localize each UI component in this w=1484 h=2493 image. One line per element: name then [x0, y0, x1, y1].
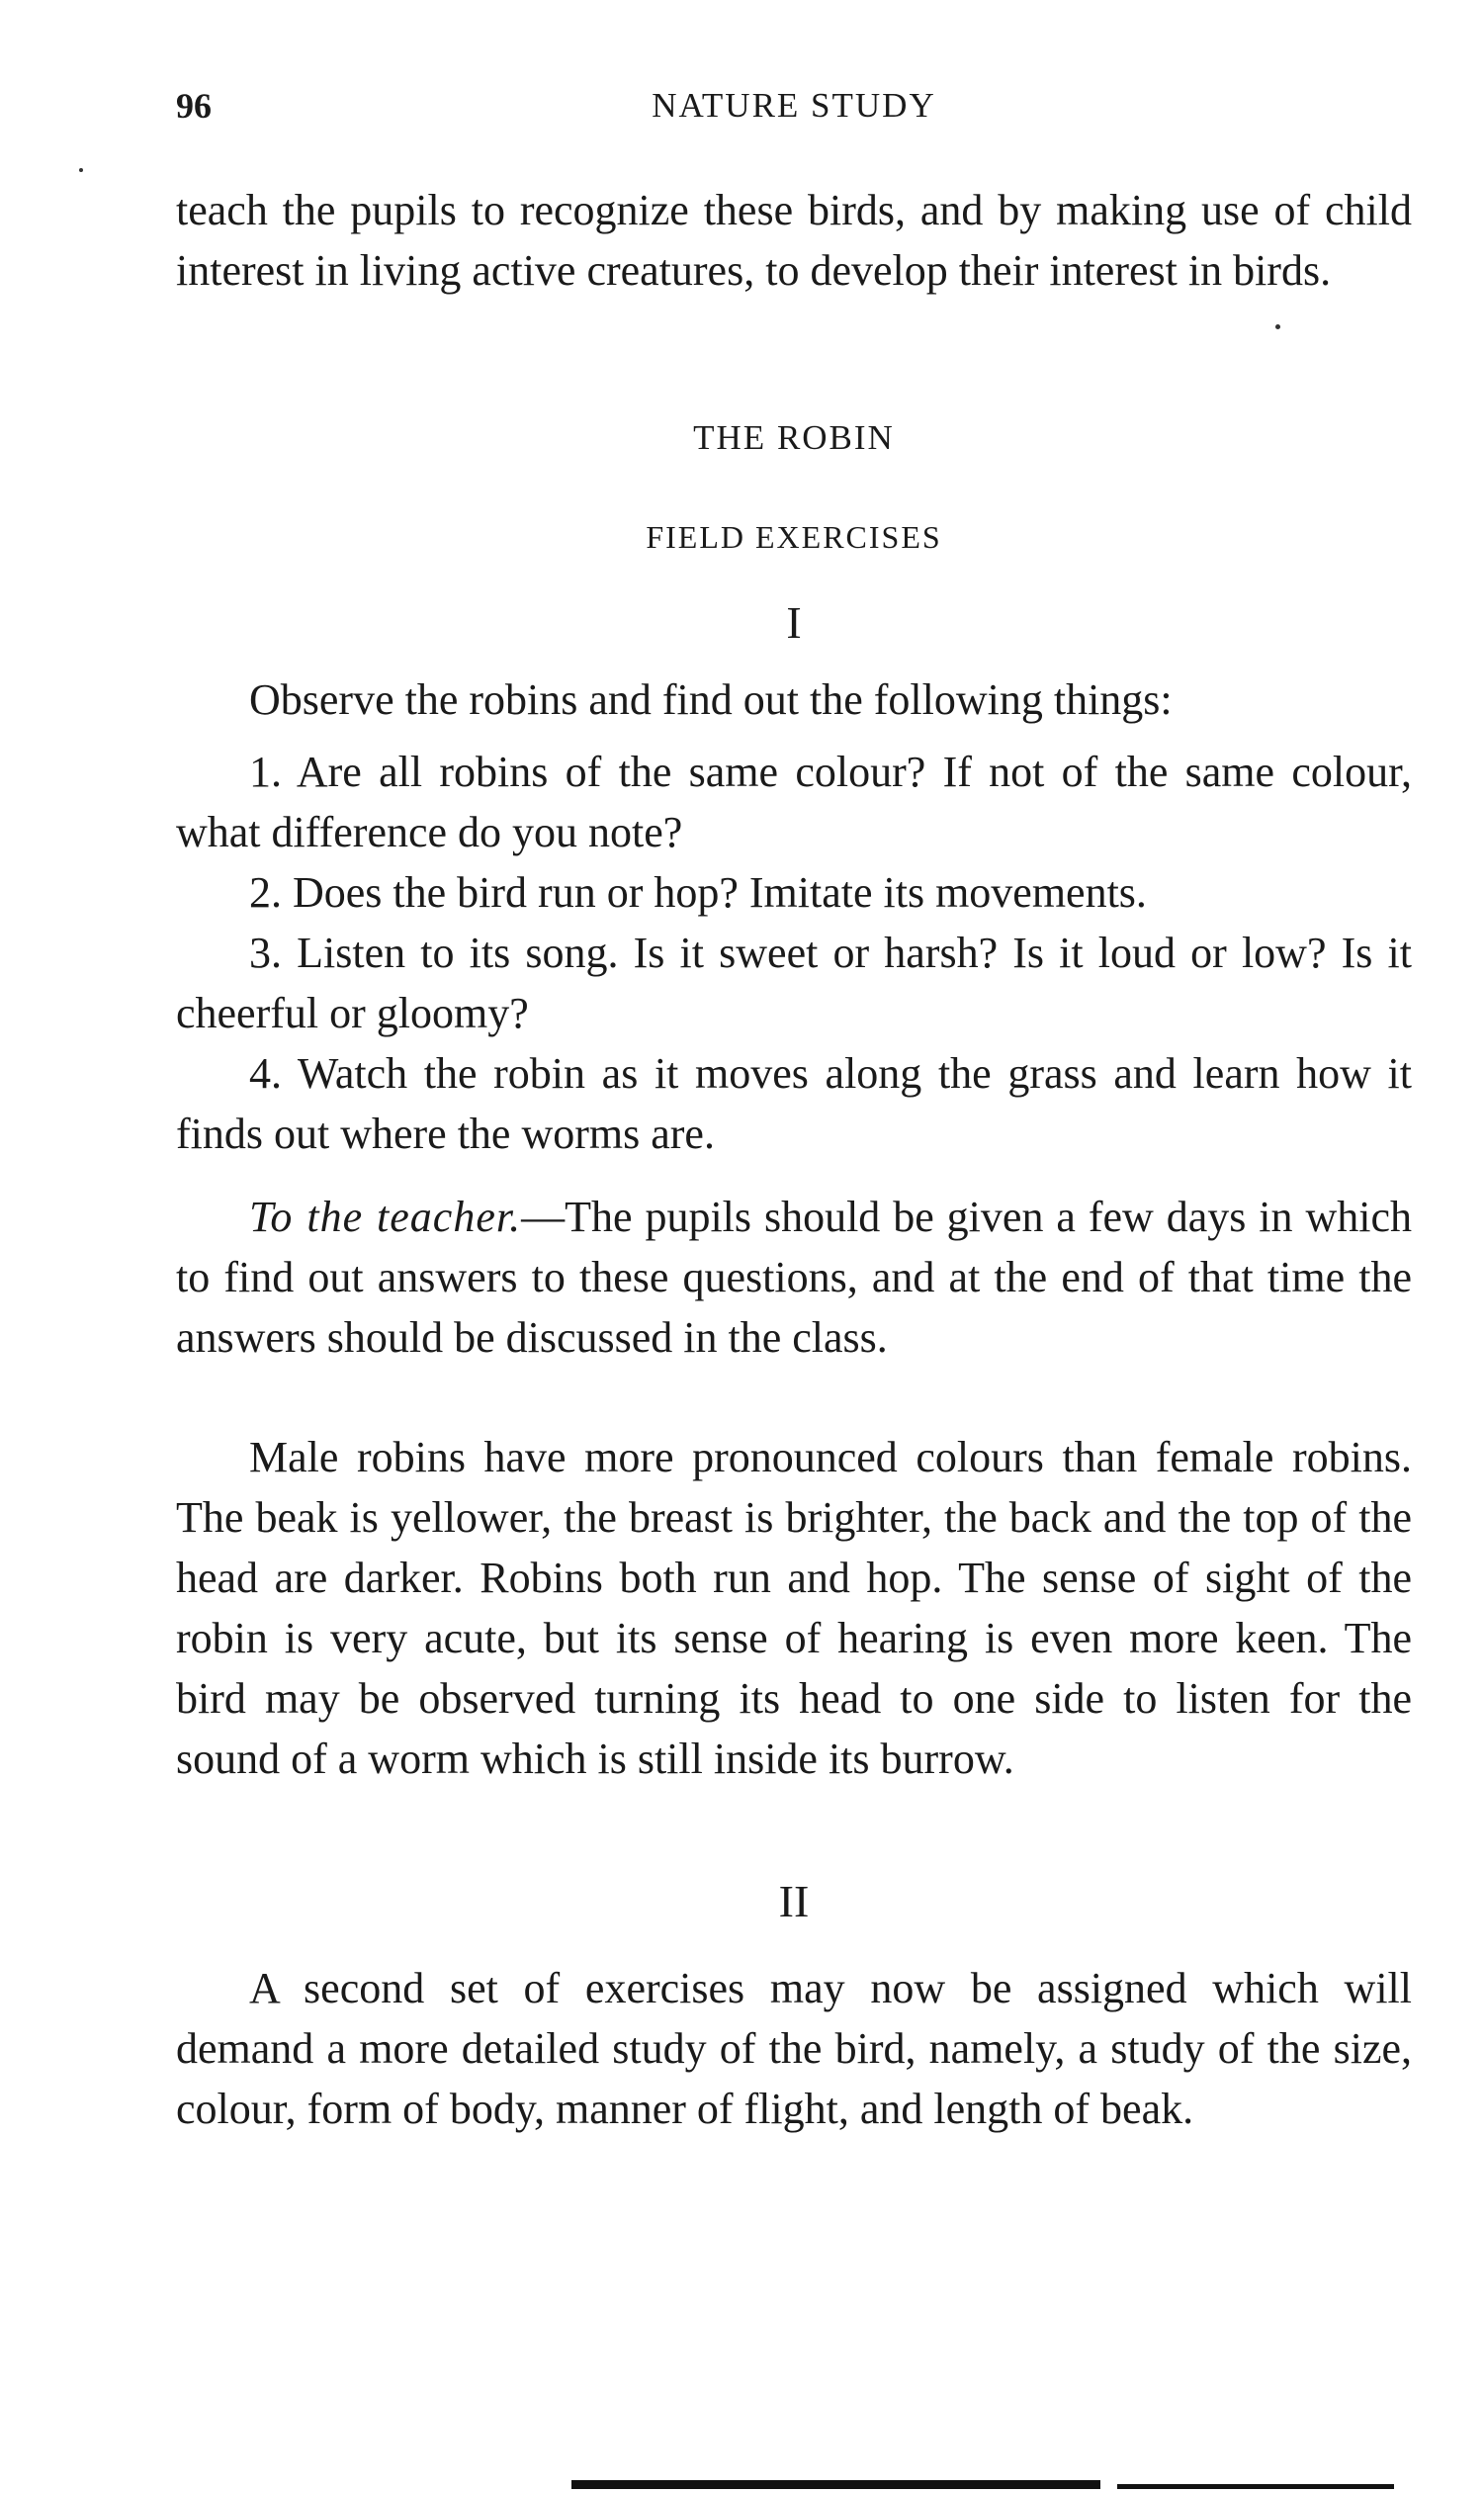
part-numeral-1: I [786, 597, 802, 648]
facts-paragraph [176, 1427, 1412, 1789]
question-list [176, 742, 1412, 1164]
footer-rule [571, 2480, 1100, 2489]
question-item: 1. Are all robins of the same colour? If not of the same colour, what difference do you note? [176, 748, 1412, 856]
part1-lead: Observe the robins and find out the following things: [249, 675, 1173, 724]
teacher-note-label: To the teacher. [249, 1193, 522, 1241]
facts-text: Male robins have more pronounced colours than female robins. The beak is yellower, the breast is brighter, the back and the top of the head are darker. Robins both run and hop. The sense of sight of the robin is very acute, but its sense of hearing is even more keen. The bird may be observed turning its head to one side to listen for the sound of a worm which is still inside its burrow. [176, 1433, 1412, 1783]
section-title: THE ROBIN [693, 418, 895, 457]
part1-lead-paragraph [176, 669, 1412, 730]
question-item: 2. Does the bird run or hop? Imitate its movements. [249, 868, 1147, 917]
part2-paragraph [176, 1958, 1412, 2139]
part2-text: A second set of exercises may now be assigned which will demand a more detailed study of the bird, namely, a study of the size, colour, form of body, manner of flight, and length of beak. [176, 1964, 1412, 2133]
intro-text: teach the pupils to recognize these birds, and by making use of child interest in living active creatures, to develop their interest in birds. [176, 186, 1412, 295]
section-subtitle: FIELD EXERCISES [646, 519, 942, 555]
page-header [176, 81, 1412, 131]
stray-mark [1275, 324, 1280, 329]
part-numeral-2: II [778, 1876, 810, 1926]
teacher-note-text: —The pupils should be given a few days in which to find out answers to these questions, and at the end of that time the answers should be discussed in the class. [176, 1193, 1412, 1362]
page-number: 96 [176, 86, 212, 126]
teacher-note [176, 1187, 1412, 1368]
question-item: 4. Watch the robin as it moves along the grass and learn how it finds out where the worms are. [176, 1049, 1412, 1158]
question-item: 3. Listen to its song. Is it sweet or harsh? Is it loud or low? Is it cheerful or gloomy? [176, 929, 1412, 1037]
footer-rule [1117, 2484, 1394, 2489]
intro-paragraph [176, 180, 1412, 301]
stray-mark [79, 168, 83, 172]
running-title: NATURE STUDY [652, 86, 936, 125]
teacher-note-paragraph [176, 1187, 1412, 1368]
